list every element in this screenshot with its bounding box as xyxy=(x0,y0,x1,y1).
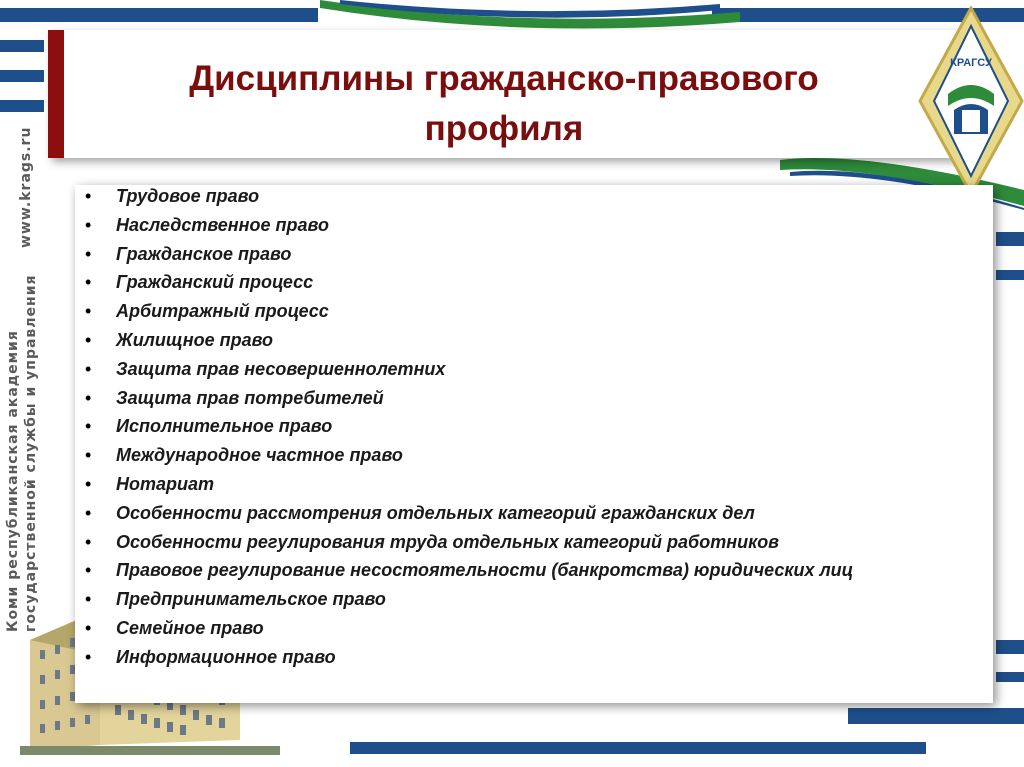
right-stripe-3 xyxy=(996,640,1024,654)
list-item-label: Информационное право xyxy=(116,646,336,667)
bullet-icon: • xyxy=(85,186,92,206)
left-stripe-3 xyxy=(0,100,44,112)
list-item-label: Наследственное право xyxy=(116,214,329,235)
title-box xyxy=(48,30,964,158)
sidebar-academy-line2: государственной службы и управления xyxy=(23,274,39,632)
bullet-icon: • xyxy=(85,646,92,667)
top-swoosh-decoration xyxy=(320,0,740,32)
list-item-label: Нотариат xyxy=(116,473,215,494)
bullet-icon: • xyxy=(85,272,92,293)
sidebar-academy-line1: Коми республиканская академия xyxy=(5,330,21,632)
list-item-label: Особенности регулирования труда отдельных категорий работников xyxy=(116,531,780,552)
list-item-label: Арбитражный процесс xyxy=(116,301,329,322)
left-stripe-2 xyxy=(0,70,44,82)
list-item-label: Жилищное право xyxy=(116,329,274,350)
list-item-label: Предпринимательское право xyxy=(116,589,386,610)
bullet-icon: • xyxy=(85,387,92,408)
bullet-icon: • xyxy=(85,589,92,610)
top-stripe-left xyxy=(0,8,318,22)
bullet-icon: • xyxy=(85,301,92,322)
emblem-text: КРАГСУ xyxy=(950,57,992,69)
bullet-icon: • xyxy=(85,531,92,552)
list-item-label: Гражданское право xyxy=(116,243,292,264)
bottom-right-bar-1 xyxy=(848,708,1024,724)
academy-emblem-icon xyxy=(918,6,1024,202)
list-item-label: Исполнительное право xyxy=(116,416,333,437)
bottom-bar xyxy=(350,742,926,754)
list-item-label: Защита прав несовершеннолетних xyxy=(116,358,446,379)
bullet-icon: • xyxy=(85,416,92,437)
bullet-icon: • xyxy=(85,502,92,523)
bullet-icon: • xyxy=(85,243,92,264)
bullet-icon: • xyxy=(85,560,92,581)
left-stripe-1 xyxy=(0,40,44,52)
list-item-label: Особенности рассмотрения отдельных категорий гражданских дел xyxy=(116,502,755,523)
list-item-label: Правовое регулирование несостоятельности (банкротства) юридических лиц xyxy=(116,560,854,581)
right-stripe-4 xyxy=(996,672,1024,682)
bullet-icon: • xyxy=(85,445,92,466)
disciplines-panel xyxy=(75,185,993,703)
right-stripe-2 xyxy=(996,270,1024,280)
right-stripe-1 xyxy=(996,232,1024,246)
list-item-label: Семейное право xyxy=(116,617,264,638)
page-title xyxy=(64,54,944,154)
list-item-label: Международное частное право xyxy=(116,445,403,466)
list-item-label: Гражданский процесс xyxy=(116,272,314,293)
bullet-icon: • xyxy=(85,473,92,494)
title-line-2: профиля xyxy=(424,109,584,148)
list-item-label: Защита прав потребителей xyxy=(116,387,384,408)
bullet-icon: • xyxy=(85,329,92,350)
list-item-label: Трудовое право xyxy=(116,186,260,206)
bullet-icon: • xyxy=(85,617,92,638)
bullet-icon: • xyxy=(85,358,92,379)
title-line-1: Дисциплины гражданско-правового xyxy=(189,59,819,98)
sidebar-url: www.krags.ru xyxy=(18,126,34,248)
bullet-icon: • xyxy=(85,214,92,235)
